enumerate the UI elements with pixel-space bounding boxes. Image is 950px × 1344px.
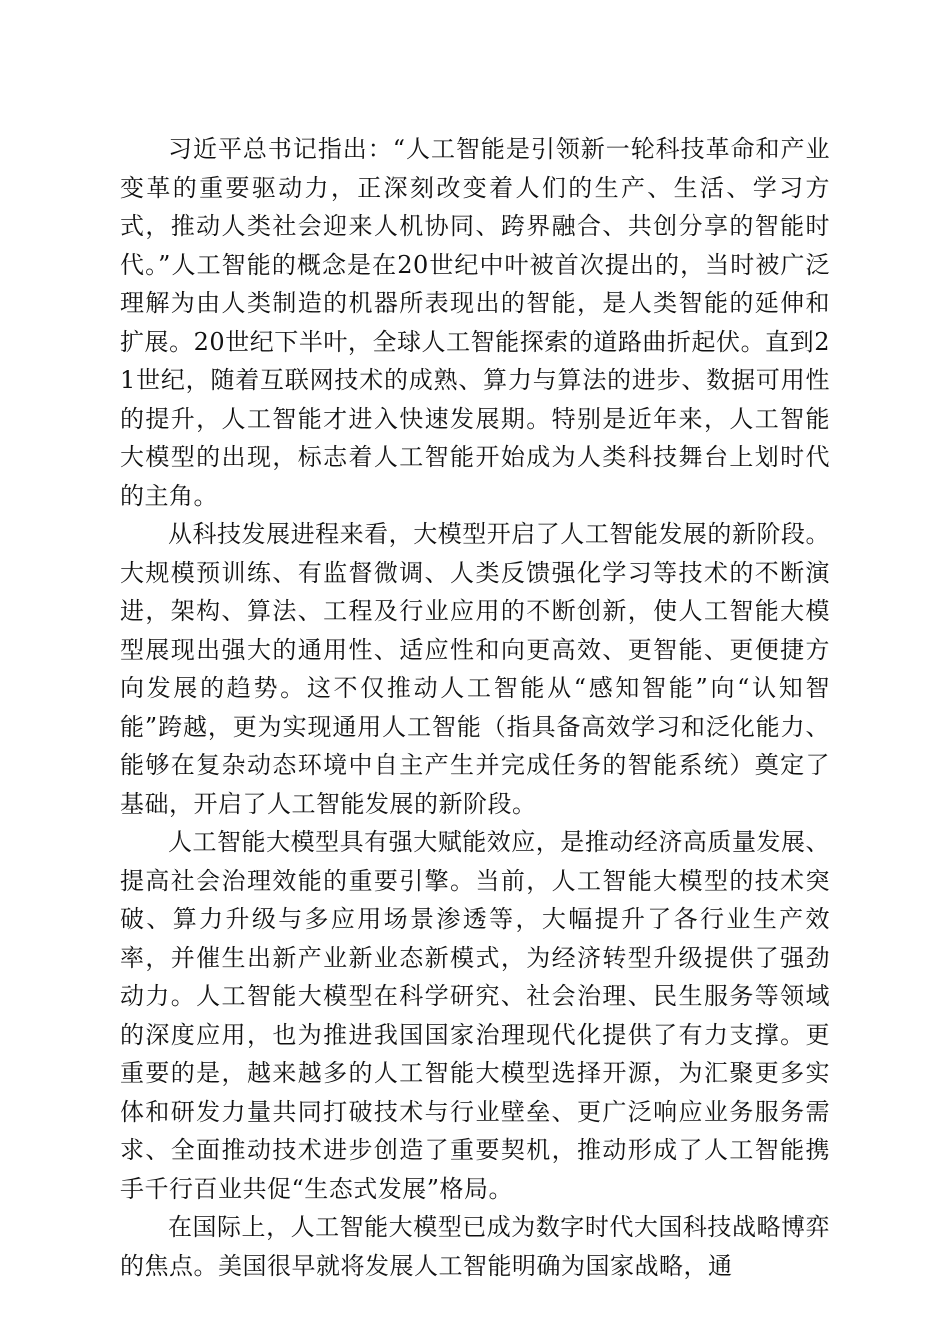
- paragraph-4: 在国际上，人工智能大模型已成为数字时代大国科技战略博弈的焦点。美国很早就将发展人工智能明确为国家战略，通: [120, 1213, 830, 1280]
- paragraph-3: 人工智能大模型具有强大赋能效应，是推动经济高质量发展、提高社会治理效能的重要引擎。当前，人工智能大模型的技术突破、算力升级与多应用场景渗透等，大幅提升了各行业生产效率，并催生出新产业新业态新模式，为经济转型升级提供了强劲动力。人工智能大模型在科学研究、社会治理、民生服务等领域的深度应用，也为推进我国国家治理现代化提供了有力支撑。更重要的是，越来越多的人工智能大模型选择开源，为汇聚更多实体和研发力量共同打破技术与行业壁垒、更广泛响应业务服务需求、全面推动技术进步创造了重要契机，推动形成了人工智能携手千行百业共促“生态式发展”格局。: [120, 828, 830, 1203]
- document-body: [120, 130, 830, 1285]
- paragraph-2: 从科技发展进程来看，大模型开启了人工智能发展的新阶段。大规模预训练、有监督微调、人类反馈强化学习等技术的不断演进，架构、算法、工程及行业应用的不断创新，使人工智能大模型展现出强大的通用性、适应性和向更高效、更智能、更便捷方向发展的趋势。这不仅推动人工智能从“感知智能”向“认知智能”跨越，更为实现通用人工智能（指具备高效学习和泛化能力、能够在复杂动态环境中自主产生并完成任务的智能系统）奠定了基础，开启了人工智能发展的新阶段。: [120, 520, 830, 818]
- paragraph-1: 习近平总书记指出：“人工智能是引领新一轮科技革命和产业变革的重要驱动力，正深刻改变着人们的生产、生活、学习方式，推动人类社会迎来人机协同、跨界融合、共创分享的智能时代。”人工智能的概念是在20世纪中叶被首次提出的，当时被广泛理解为由人类制造的机器所表现出的智能，是人类智能的延伸和扩展。20世纪下半叶，全球人工智能探索的道路曲折起伏。直到21世纪，随着互联网技术的成熟、算力与算法的进步、数据可用性的提升，人工智能才进入快速发展期。特别是近年来，人工智能大模型的出现，标志着人工智能开始成为人类科技舞台上划时代的主角。: [120, 135, 830, 510]
